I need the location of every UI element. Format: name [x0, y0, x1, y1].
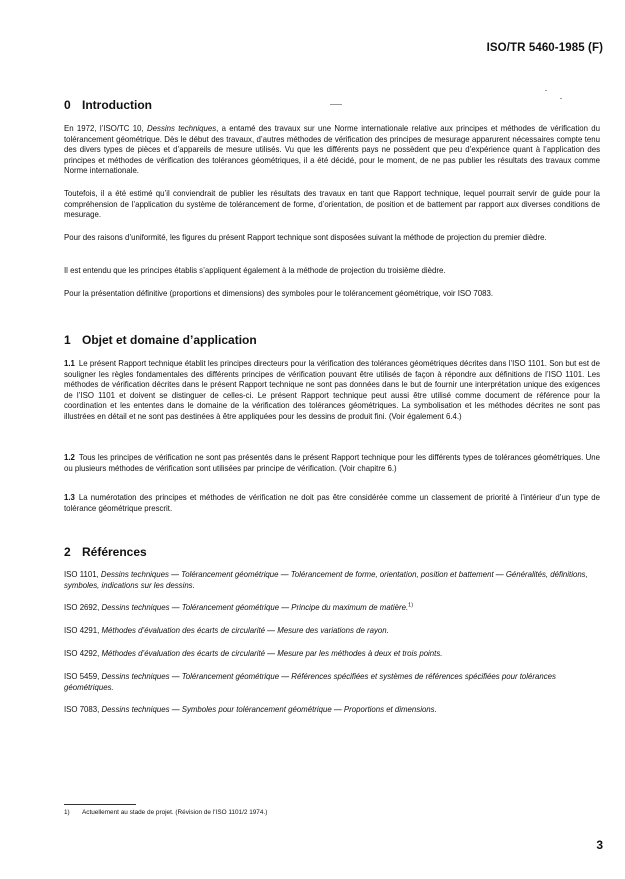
scan-speck	[560, 98, 562, 99]
section-title: Objet et domaine d’application	[82, 333, 257, 347]
scope-paragraph-1-3	[64, 493, 600, 514]
scan-speck	[330, 104, 342, 105]
reference-code: ISO 4291,	[64, 626, 102, 635]
reference-iso-5459	[64, 672, 600, 693]
document-code: ISO/TR 5460-1985 (F)	[486, 42, 603, 54]
clause-text: Tous les principes de vérification ne sont pas présentés dans le présent Rapport technique pour les différents types de tolérances géométriques. Une ou plusieurs méthodes de vérification sont utilisées par principe de vérification. (Voir chapitre 6.)	[64, 453, 600, 473]
clause-text: La numérotation des principes et méthodes de vérification ne doit pas être considérée comme un classement de priorité à l’intérieur d’un type de tolérance géométrique prescrit.	[64, 493, 600, 513]
reference-iso-1101	[64, 570, 600, 591]
clause-number: 1.3	[64, 493, 75, 502]
intro-p1-text-b: , a entamé des travaux sur une Norme internationale relative aux principes et méthodes de vérification du tolérancement géométrique. Dès le début des travaux, d’autres méthodes de vérification des principes de mesurage apparurent nécessaires compte tenu des divers types de pièces et d’appareils de mesure utilisés. Vu que les différents pays ne possèdent que peu d’expérience quant à l’application des principes et méthodes de vérification des tolérances géométriques, il a été décidé, pour le moment, de ne pas publier les résultats des travaux comme Norme internationale.	[64, 124, 600, 176]
reference-title: Méthodes d’évaluation des écarts de circularité — Mesure des variations de rayon.	[101, 626, 389, 635]
reference-code: ISO 5459,	[64, 672, 102, 681]
intro-p1-italic: Dessins techniques	[147, 124, 217, 133]
section-heading-scope	[64, 333, 257, 347]
intro-paragraph-4: Il est entendu que les principes établis s’appliquent également à la méthode de projection du troisième dièdre.	[64, 266, 446, 275]
intro-paragraph-1	[64, 124, 600, 177]
reference-title: Méthodes d’évaluation des écarts de circularité — Mesure par les méthodes à deux et trois points.	[101, 649, 443, 658]
reference-code: ISO 7083,	[64, 705, 102, 714]
scan-speck	[545, 90, 547, 91]
section-number: 2	[64, 545, 71, 559]
section-number: 0	[64, 98, 71, 112]
section-title: Introduction	[82, 98, 152, 112]
reference-iso-4291	[64, 626, 600, 637]
reference-title: Dessins techniques — Tolérancement géométrique — Principe du maximum de matière.	[101, 603, 409, 612]
reference-iso-2692	[64, 603, 600, 614]
section-title: Références	[82, 545, 147, 559]
footnote	[64, 808, 267, 817]
footnote-text: Actuellement au stade de projet. (Révision de l’ISO 1101/2 1974.)	[82, 809, 268, 816]
clause-text: Le présent Rapport technique établit les principes directeurs pour la vérification des tolérances géométriques décrites dans l’ISO 1101. Son but est de souligner les règles fondamentales des différents principes de vérification pouvant être utilisés de façon à répondre aux définitions de l’ISO 1101. Les méthodes de vérification décrites dans le présent Rapport technique ne sont pas données dans le but de fournir une interprétation unique des exigences de l’ISO 1101 et doivent se distinguer de celles-ci. Le présent Rapport technique peut aussi être utilisé comme document de référence pour la coordination et les ententes dans le domaine de la vérification des tolérances géométriques. La symbolisation et les méthodes décrites ne sont pas illustrées en détail et ne sont pas destinées à être appliquées pour les dessins de produit fini. (Voir également 6.4.)	[64, 359, 600, 421]
section-heading-introduction	[64, 98, 152, 112]
reference-title: Dessins techniques — Tolérancement géométrique — Références spécifiées et systèmes de références spécifiées pour tolérances géométriques.	[64, 672, 556, 692]
footnote-mark: 1)	[64, 809, 70, 816]
section-number: 1	[64, 333, 71, 347]
intro-p1-text-a: En 1972, l’ISO/TC 10,	[64, 124, 147, 133]
clause-number: 1.1	[64, 359, 75, 368]
scope-paragraph-1-1	[64, 359, 600, 423]
reference-title: Dessins techniques — Symboles pour tolérancement géométrique — Proportions et dimensions.	[101, 705, 437, 714]
reference-title: Dessins techniques — Tolérancement géométrique — Tolérancement de forme, orientation, position et battement — Généralités, définitions, symboles, indications sur les dessins.	[64, 570, 588, 590]
section-heading-references	[64, 545, 147, 559]
reference-iso-4292	[64, 649, 600, 660]
page-number: 3	[596, 838, 603, 852]
reference-code: ISO 2692,	[64, 603, 102, 612]
intro-paragraph-5: Pour la présentation définitive (proportions et dimensions) des symboles pour le tolérancement géométrique, voir ISO 7083.	[64, 289, 494, 298]
footnote-separator	[64, 804, 136, 805]
intro-paragraph-2: Toutefois, il a été estimé qu’il conviendrait de publier les résultats des travaux en tant que Rapport technique, lequel pourrait servir de guide pour la compréhension de l’application du système de tolérancement de forme, d’orientation, de position et de battement par rapport aux diverses conditions de mesurage.	[64, 189, 600, 220]
reference-iso-7083	[64, 705, 600, 716]
intro-paragraph-3: Pour des raisons d’uniformité, les figures du présent Rapport technique sont disposées suivant la méthode de projection du premier dièdre.	[64, 233, 547, 242]
reference-code: ISO 4292,	[64, 649, 102, 658]
footnote-marker: 1)	[408, 602, 414, 609]
clause-number: 1.2	[64, 453, 75, 462]
reference-code: ISO 1101,	[64, 570, 101, 579]
scope-paragraph-1-2	[64, 453, 600, 474]
